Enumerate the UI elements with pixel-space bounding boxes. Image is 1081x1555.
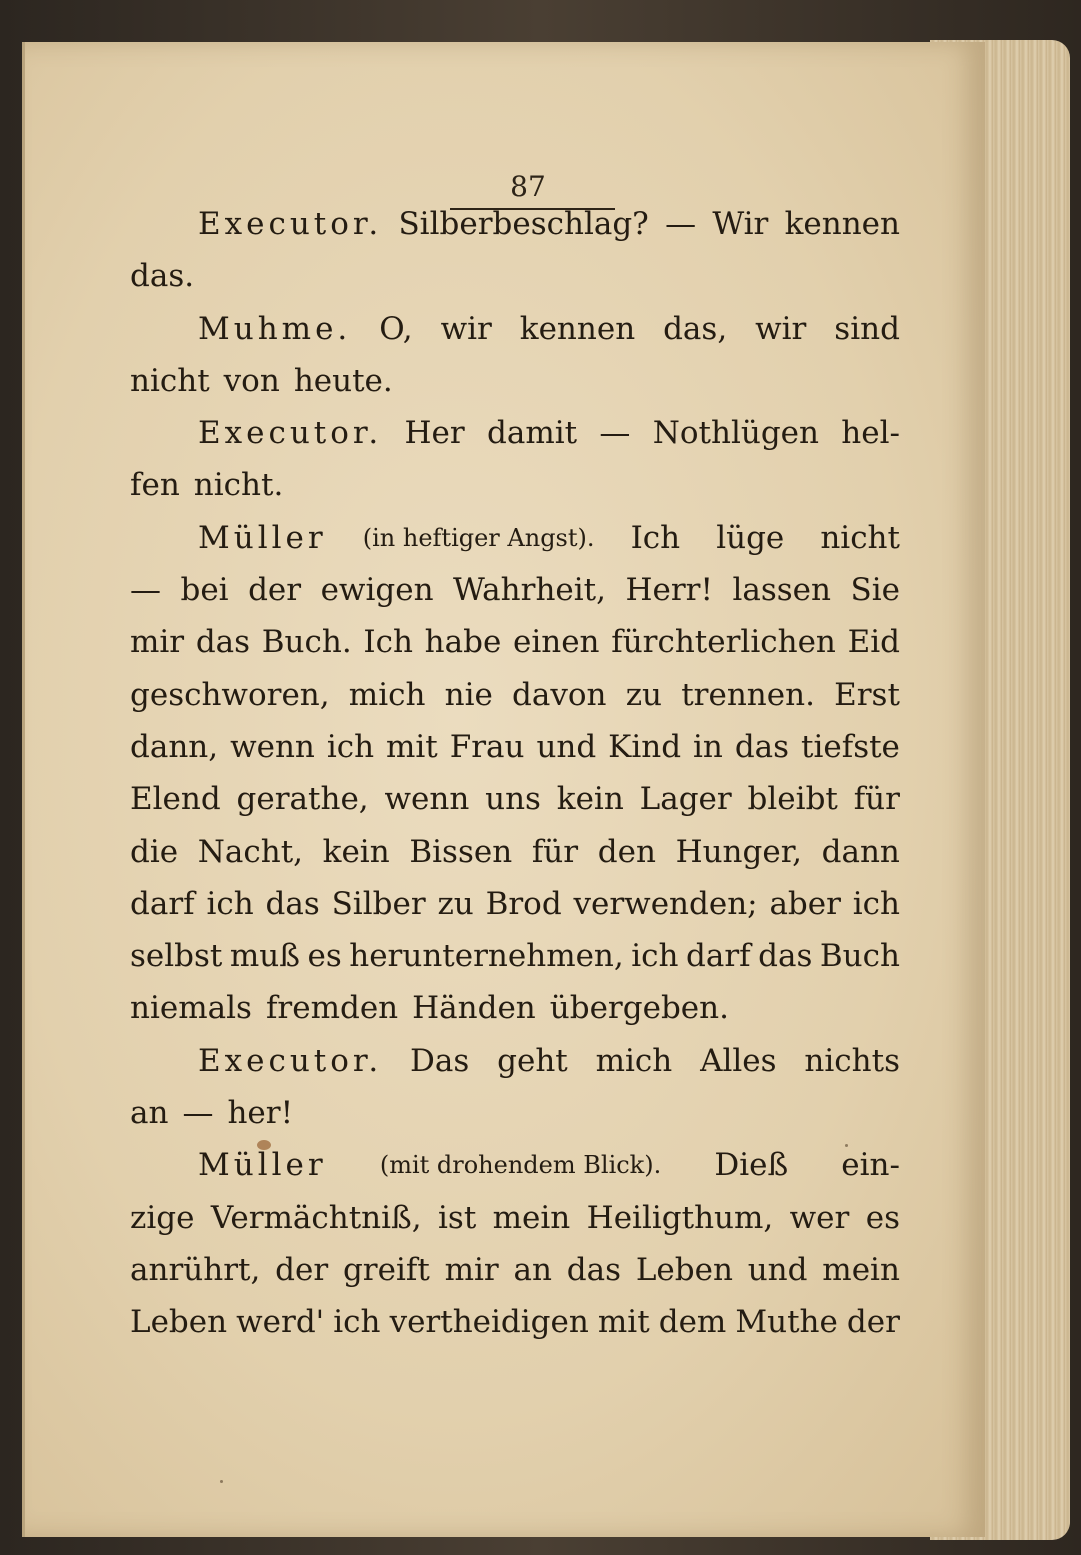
word: Brod	[485, 885, 562, 922]
text-line	[130, 1035, 900, 1087]
word: greift	[342, 1251, 430, 1288]
word: das,	[663, 310, 728, 347]
text-line	[130, 826, 900, 878]
text-line	[130, 355, 900, 407]
word: es	[865, 1199, 900, 1236]
text-line	[130, 250, 900, 302]
text-line	[130, 564, 900, 616]
text-line	[130, 1087, 900, 1139]
word: ich	[326, 728, 375, 765]
word: die	[130, 833, 179, 870]
text-line	[130, 303, 900, 355]
word: mein	[822, 1251, 900, 1288]
word: wer	[789, 1199, 850, 1236]
word: habe	[424, 624, 502, 661]
word: aber	[769, 885, 841, 922]
word: es	[307, 938, 342, 975]
text-line	[130, 512, 900, 564]
word: trennen.	[681, 676, 815, 713]
text-line	[130, 721, 900, 773]
word: an	[130, 1095, 169, 1132]
text-line	[130, 982, 900, 1034]
word: zige	[130, 1199, 195, 1236]
word: fremden	[265, 990, 399, 1027]
word: selbst	[130, 938, 223, 975]
word: Das	[410, 1042, 470, 1079]
word: von	[223, 362, 280, 399]
word: Erst	[834, 676, 900, 713]
word: wir	[755, 310, 807, 347]
text-line	[130, 1296, 900, 1348]
word: her!	[227, 1095, 294, 1132]
word: Eid	[847, 624, 900, 661]
word: kennen	[784, 206, 900, 242]
word: Vermächtniß,	[210, 1199, 422, 1236]
word: ich	[206, 885, 254, 922]
speaker-name: Executor.	[198, 206, 383, 242]
word: mit	[597, 1304, 650, 1341]
word: tiefste	[801, 728, 900, 765]
word: Dieß	[714, 1147, 789, 1184]
word: den	[597, 833, 656, 870]
word: und	[536, 728, 597, 765]
word: anrührt,	[130, 1251, 261, 1288]
page-number: 87	[510, 170, 546, 203]
word: darf	[130, 885, 195, 922]
word: Buch.	[261, 624, 352, 661]
word: der	[846, 1304, 900, 1341]
word: —	[130, 572, 161, 609]
stage-direction: (in heftiger Angst).	[362, 523, 595, 552]
word: uns	[485, 781, 541, 818]
speaker-name: Executor.	[198, 415, 383, 452]
text-line	[130, 878, 900, 930]
word: Hunger,	[675, 833, 802, 870]
word: Nothlügen	[652, 415, 819, 452]
word: —	[182, 1095, 214, 1132]
word: sind	[834, 310, 900, 347]
word: davon	[512, 676, 607, 713]
word: Kind	[608, 728, 682, 765]
word: ich	[852, 885, 900, 922]
word: der	[248, 572, 302, 609]
stage-direction: (mit drohendem Blick).	[379, 1151, 662, 1180]
word: für	[853, 781, 900, 818]
word: ich	[333, 1304, 381, 1341]
word: ist	[438, 1199, 477, 1236]
word: Leben	[635, 1251, 733, 1288]
text-line	[130, 407, 900, 459]
text-line	[130, 930, 900, 982]
word: an	[513, 1251, 552, 1288]
word: zu	[625, 676, 663, 713]
word: kennen	[519, 310, 636, 347]
text-line	[130, 1192, 900, 1244]
word: nie	[444, 676, 493, 713]
word: dann,	[130, 728, 219, 765]
speaker-name: Muhme.	[198, 310, 352, 347]
word: Elend	[130, 781, 221, 818]
word: das	[195, 624, 251, 661]
word: ich	[631, 938, 679, 975]
word: damit	[487, 415, 578, 452]
text-line	[130, 198, 900, 250]
word: kein	[322, 833, 390, 870]
word: kein	[556, 781, 624, 818]
word: vertheidigen	[389, 1304, 589, 1341]
word: für	[531, 833, 579, 870]
word: geht	[497, 1042, 568, 1079]
word: der	[275, 1251, 329, 1288]
word: Alles	[700, 1042, 777, 1079]
word: Lager	[639, 781, 732, 818]
text-line	[130, 1244, 900, 1296]
word: Händen	[412, 990, 536, 1027]
text-line	[130, 669, 900, 721]
text-line	[130, 459, 900, 511]
word: Silber	[331, 885, 426, 922]
text-line	[130, 773, 900, 825]
word: Wahrheit,	[453, 572, 606, 609]
word: Silberbeschlag?	[398, 206, 649, 242]
word: Leben	[130, 1304, 228, 1341]
word: mir	[444, 1251, 499, 1288]
word: darf	[686, 938, 751, 975]
word: das	[734, 728, 790, 765]
speaker-name: Müller	[198, 1147, 327, 1184]
word: das	[758, 938, 813, 975]
word: Muthe	[735, 1304, 838, 1341]
word: lüge	[716, 519, 785, 556]
word: Nacht,	[197, 833, 304, 870]
word: mich	[348, 676, 426, 713]
word: wir	[440, 310, 492, 347]
word: bei	[180, 572, 229, 609]
text-line	[130, 616, 900, 668]
speaker-name: Müller	[198, 519, 327, 556]
word: mich	[595, 1042, 673, 1079]
word: Ich	[363, 624, 413, 661]
word: werd'	[236, 1304, 325, 1341]
word: fen	[130, 467, 180, 504]
word: nicht	[130, 362, 210, 399]
word: Herr!	[625, 572, 713, 609]
word: lassen	[732, 572, 831, 609]
word: Her	[404, 415, 465, 452]
word: —	[599, 415, 631, 452]
word: Buch	[819, 938, 900, 975]
word: das	[566, 1251, 622, 1288]
word: verwenden;	[573, 885, 758, 922]
word: bleibt	[747, 781, 838, 818]
word: wenn	[384, 781, 470, 818]
word: gerathe,	[236, 781, 369, 818]
speaker-name: Executor.	[198, 1042, 383, 1079]
word: mir	[130, 624, 185, 661]
word: wenn	[230, 728, 315, 765]
word: dann	[821, 833, 900, 870]
word: nicht.	[193, 467, 284, 504]
word: das	[265, 885, 320, 922]
word: niemals	[130, 990, 252, 1027]
word: ewigen	[320, 572, 434, 609]
word: hel-	[841, 415, 900, 452]
word: zu	[437, 885, 474, 922]
word: Frau	[449, 728, 525, 765]
body-text	[130, 198, 900, 1349]
word: nichts	[804, 1042, 900, 1079]
word: das.	[130, 258, 195, 295]
word: O,	[379, 310, 413, 347]
word: muß	[229, 938, 300, 975]
word: ein-	[841, 1147, 900, 1184]
word: und	[747, 1251, 808, 1288]
word: einen	[512, 624, 600, 661]
word: geschworen,	[130, 676, 330, 713]
word: in	[692, 728, 723, 765]
text-line	[130, 1139, 900, 1191]
word: Heiligthum,	[586, 1199, 774, 1236]
word: herunternehmen,	[349, 938, 624, 975]
word: übergeben.	[549, 990, 729, 1027]
word: Bissen	[409, 833, 513, 870]
word: heute.	[293, 362, 393, 399]
word: Ich	[630, 519, 681, 556]
word: mein	[492, 1199, 571, 1236]
paper-speck	[220, 1480, 223, 1483]
word: fürchterlichen	[611, 624, 836, 661]
word: Wir	[712, 206, 769, 242]
word: dem	[658, 1304, 727, 1341]
word: mit	[386, 728, 438, 765]
word: —	[665, 206, 697, 242]
word: nicht	[820, 519, 900, 556]
word: Sie	[850, 572, 900, 609]
